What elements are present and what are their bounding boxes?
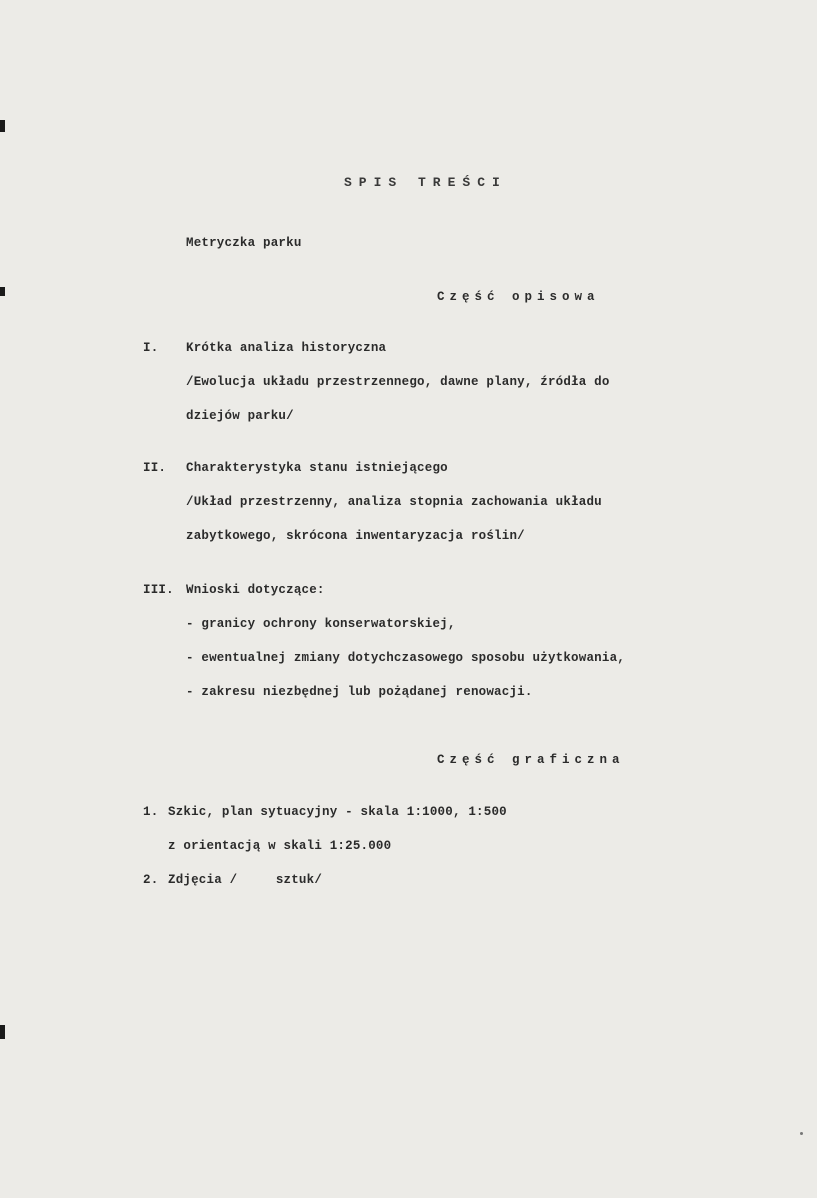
section-number: III. — [143, 583, 174, 597]
part-heading-graphic: Część graficzna — [437, 753, 625, 767]
section-number: II. — [143, 461, 167, 475]
section-detail-line: /Układ przestrzenny, analiza stopnia zachowania układu — [186, 495, 602, 509]
binding-mark — [0, 1025, 5, 1039]
section-number: I. — [143, 341, 159, 355]
intro-line: Metryczka parku — [186, 236, 302, 250]
item-number: 2. — [143, 873, 159, 887]
section-detail-line: zabytkowego, skrócona inwentaryzacja roślin/ — [186, 529, 525, 543]
binding-mark — [0, 287, 5, 296]
item-number: 1. — [143, 805, 159, 819]
graphic-item: Zdjęcia / sztuk/ — [168, 873, 323, 887]
list-item: - granicy ochrony konserwatorskiej, — [186, 617, 456, 631]
section-title: Wnioski dotyczące: — [186, 583, 325, 597]
section-title: Charakterystyka stanu istniejącego — [186, 461, 448, 475]
graphic-item-continuation: z orientacją w skali 1:25.000 — [168, 839, 392, 853]
section-title: Krótka analiza historyczna — [186, 341, 387, 355]
binding-mark — [0, 120, 5, 132]
page-title: SPIS TREŚCI — [344, 175, 507, 190]
graphic-item: Szkic, plan sytuacyjny - skala 1:1000, 1:500 — [168, 805, 507, 819]
list-item: - zakresu niezbędnej lub pożądanej renowacji. — [186, 685, 533, 699]
part-heading-descriptive: Część opisowa — [437, 290, 600, 304]
list-item: - ewentualnej zmiany dotychczasowego sposobu użytkowania, — [186, 651, 625, 665]
paper-speck — [800, 1132, 803, 1135]
section-detail-line: /Ewolucja układu przestrzennego, dawne plany, źródła do — [186, 375, 610, 389]
section-detail-line: dziejów parku/ — [186, 409, 294, 423]
